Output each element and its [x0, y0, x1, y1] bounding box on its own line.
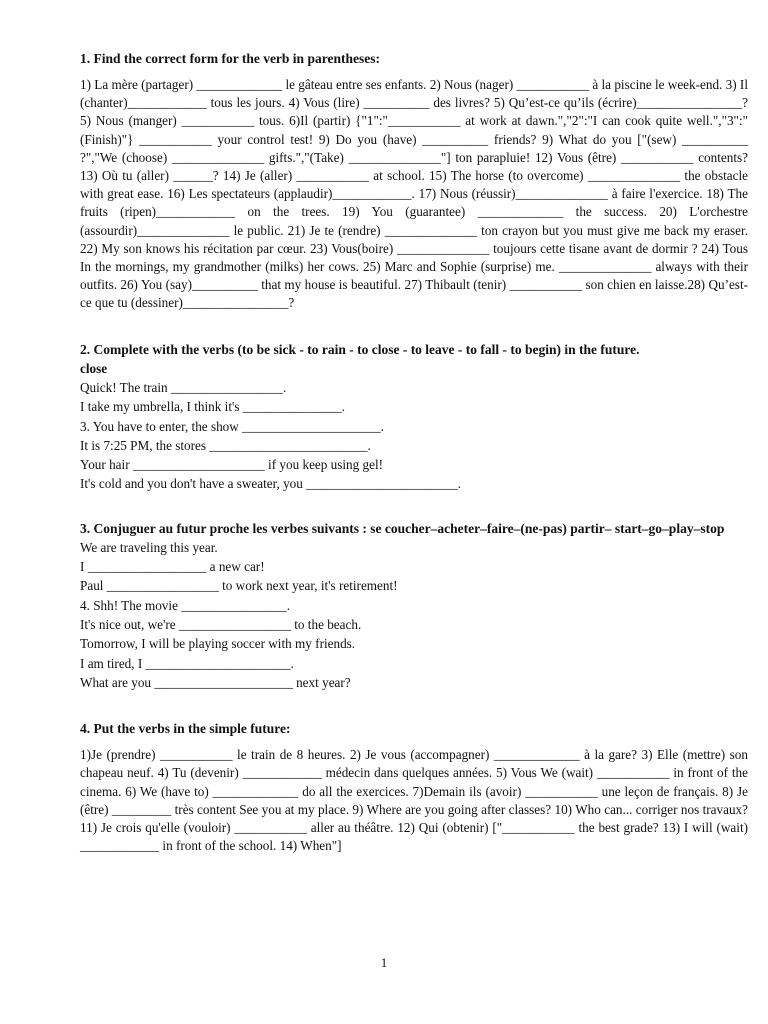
exercise-line: 3. You have to enter, the show _____________________.	[80, 418, 384, 434]
exercise-line: Quick! The train _________________.	[80, 379, 287, 395]
exercise-line: It's nice out, we're _________________ to the beach.	[80, 616, 362, 632]
exercise-line: I take my umbrella, I think it's _______________.	[80, 399, 345, 415]
section-1-exercise-text: 1) La mère (partager) _____________ le gâteau entre ses enfants. 2) Nous (nager) ___________ à la piscine le week-end. 3) Il (chanter)____________ tous les jours. 4) Vous (lire) __________ des livres? 5) Qu’est-ce qu’ils (écrire)________________? 5) Nous (manger) ___________ tous. 6)Il (partir) {"1":"___________ at work at dawn.","2":"I can cook quite well.","3":"(Finish)"} ___________ your control test! 9) Do you (have) __________ friends? 9) What do you ["(sew) __________ ?","We (choose) ______________ gifts.","(Take) ______________"] ton parapluie! 12) Vous (être) ___________ contents? 13) Où tu (aller) ______? 14) Je (aller) ___________ at school. 15) The horse (to overcome) ______________ the obstacle with great ease. 16) Les spectateurs (applaudir)____________. 17) Nous (réussir)______________ à faire l'exercice. 18) The fruits (ripen)____________ on the trees. 19) You (guarantee) _____________ the success. 20) L'orchestre (assourdir)______________ le public. 21) Je te (rendre) ______________ ton crayon but you must give me back my eraser. 22) My son knows his récitation par cœur. 23) Vous(boire) ______________ toujours cette tisane avant de dormir ? 24) Tous In the mornings, my grandmother (milks) her cows. 25) Marc and Sophie (surprise) me. ______________ always with their outfits. 26) You (say)__________ that my house is beautiful. 27) Thibault (tenir) ___________ son chien en laisse.28) Qu’est-ce que tu (dessiner)________________?	[80, 77, 748, 311]
exercise-line: It is 7:25 PM, the stores ________________________.	[80, 437, 371, 453]
section-2	[80, 341, 748, 494]
exercise-line: 4. Shh! The movie ________________.	[80, 597, 291, 613]
section-2-subtitle: close	[80, 360, 108, 376]
exercise-line: What are you _____________________ next year?	[80, 674, 351, 690]
section-3	[80, 520, 748, 692]
section-4	[80, 720, 748, 855]
section-4-title: 4. Put the verbs in the simple future:	[80, 721, 291, 737]
section-1	[80, 50, 748, 313]
exercise-line: I am tired, I ______________________.	[80, 655, 294, 671]
exercise-line: We are traveling this year.	[80, 539, 218, 555]
exercise-line: Your hair ____________________ if you keep using gel!	[80, 457, 384, 473]
section-4-exercise-text: 1)Je (prendre) ___________ le train de 8 heures. 2) Je vous (accompagner) _____________ à la gare? 3) Elle (mettre) son chapeau neuf. 4) Tu (devenir) ____________ médecin dans quelques années. 5) Vous We (wait) ___________ in front of the cinema. 6) We (have to) _____________ do all the exercices. 7)Demain ils (avoir) ___________ une leçon de français. 8) Je (être) _________ très content See you at my place. 9) Where are you going after classes? 10) Who can... corriger nos travaux? 11) Je crois qu'elle (vouloir) ___________ aller au théâtre. 12) Qui (obtenir) ["___________ the best grade? 13) I will (wait) ____________ in front of the school. 14) When"]	[80, 747, 748, 854]
exercise-line: I __________________ a new car!	[80, 559, 265, 575]
exercise-line: Paul _________________ to work next year, it's retirement!	[80, 578, 398, 594]
section-3-title: 3. Conjuguer au futur proche les verbes suivants : se coucher–acheter–faire–(ne-pas) partir– start–go–play–stop	[80, 520, 725, 536]
exercise-line: Tomorrow, I will be playing soccer with my friends.	[80, 636, 356, 652]
section-2-title: 2. Complete with the verbs (to be sick - to rain - to close - to leave - to fall - to begin) in the future.	[80, 341, 640, 357]
exercise-line: It's cold and you don't have a sweater, you _______________________.	[80, 476, 462, 492]
page-number: 1	[380, 955, 388, 970]
section-1-title: 1. Find the correct form for the verb in parentheses:	[80, 51, 380, 66]
